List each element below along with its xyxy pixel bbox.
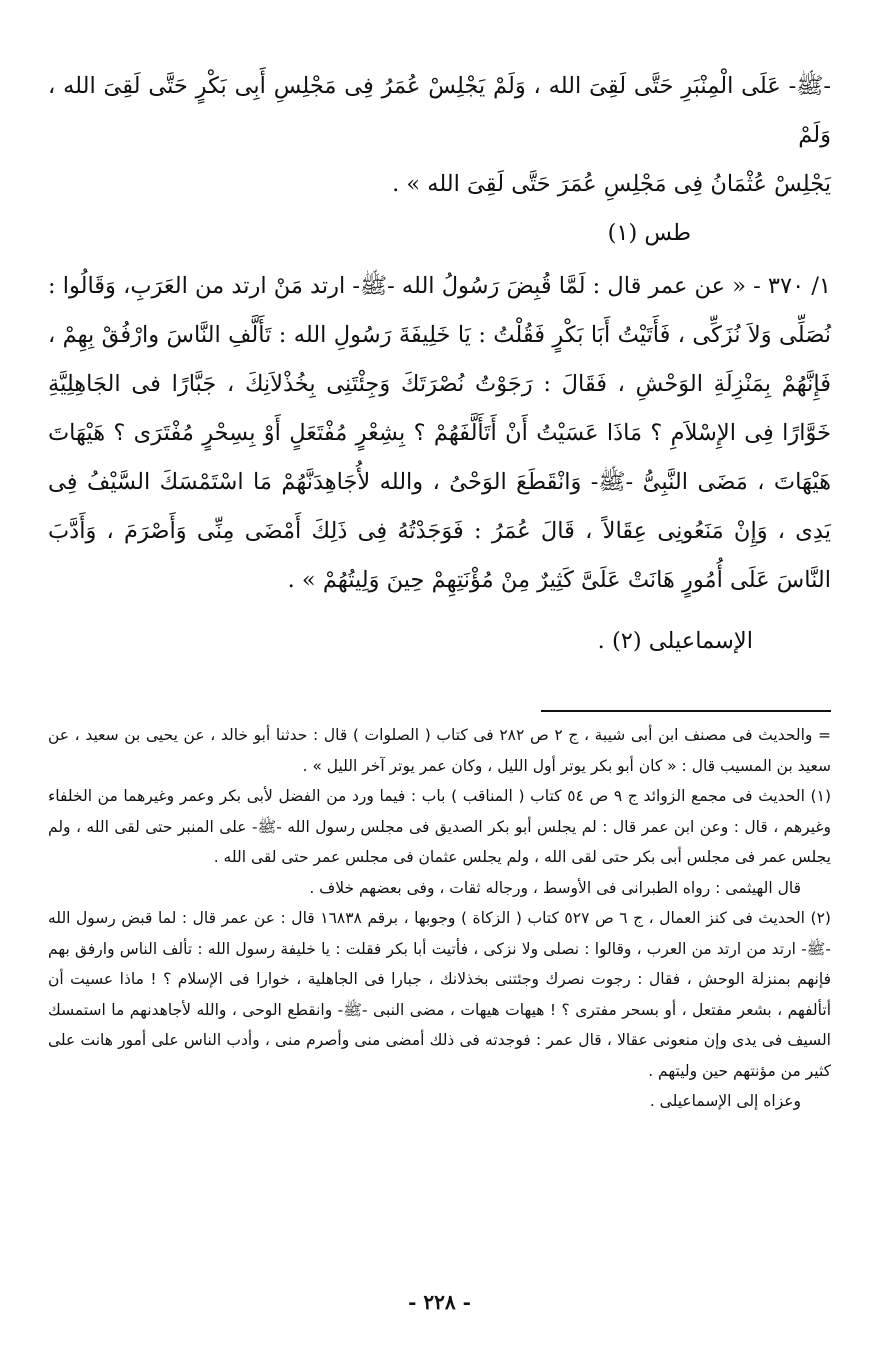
footnote-2: (٢) الحديث فى كنز العمال ، ج ٦ ص ٥٢٧ كتاب ( الزكاة ) وجوبها ، برقم ١٦٨٣٨ قال : عن عمر قال : لما قبض رسول الله -ﷺ- ارتد من ارتد من العرب ، وقالوا : نصلى ولا نزكى ، فأتيت أبا بكر فقلت : يا خليفة رسول الله : تألف الناس وارفق بهم فإنهم بمنزلة الوحش ، فقال : رجوت نصرك وجئتنى بخذلانك ، جبارا فى الجاهلية ، خوارا فى الإسلام ؟ ! ماذا عسيت أن أتألفهم ، بشعر مفتعل ، أو بسحر مفترى ؟ ! هيهات هيهات ، مضى النبى -ﷺ- وانقطع الوحى ، والله لأجاهدنهم ما استمسك السيف فى يدى وإن منعونى عقالا ، قال عمر : فوجدته فى ذلك أمضى منى وأصرم منى ، وأدب الناس على أمور هانت على كثير من مؤنتهم حين وليتهم . [48, 909, 831, 1080]
footnote-2-comment: وعزاه إلى الإسماعيلى . [649, 1092, 801, 1110]
main-text-line: يَجْلِسْ عُثْمَانُ فِى مَجْلِسِ عُمَرَ حَتَّى لَقِىَ الله » . [392, 171, 831, 197]
main-text-line: -ﷺ- عَلَى الْمِنْبَرِ حَتَّى لَقِىَ الله ، وَلَمْ يَجْلِسْ عُمَرُ فِى مَجْلِسِ أَبِى بَكْرٍ حَتَّى لَقِىَ الله ، وَلَمْ [48, 73, 831, 148]
footnote-continuation: = والحديث فى مصنف ابن أبى شيبة ، ج ٢ ص ٢٨٢ فى كتاب ( الصلوات ) قال : حدثنا أبو خالد ، عن يحيى بن سعيد ، عن سعيد بن المسيب قال : « كان أبو بكر يوتر أول الليل ، وكان عمر يوتر آخر الليل » . [48, 726, 831, 775]
footnote-1-comment: قال الهيثمى : رواه الطبرانى فى الأوسط ، ورجاله ثقات ، وفى بعضهم خلاف . [309, 878, 801, 897]
footnotes [48, 720, 831, 1117]
page-number: - ٢٢٨ - [408, 1290, 471, 1314]
footnote-1: (١) الحديث فى مجمع الزوائد ج ٩ ص ٥٤ كتاب ( المناقب ) باب : فيما ورد من الفضل لأبى بكر وعمر وغيرهما من الخلفاء وغيرهم ، قال : وعن ابن عمر قال : لم يجلس أبو بكر الصديق فى مجلس رسول الله -ﷺ- على المنبر حتى لقى الله ، ولم يجلس عمر فى مجلس أبى بكر حتى لقى الله ، ولم يجلس عثمان فى مجلس عمر حتى لقى الله . [48, 787, 831, 866]
source-citation: الإسماعيلى (٢) . [597, 628, 753, 654]
footnote-divider [541, 710, 831, 712]
hadith-paragraph: ١/ ٣٧٠ - « عن عمر قال : لَمَّا قُبِضَ رَسُولُ الله -ﷺ- ارتد مَنْ ارتد من العَرَبِ، وَقَالُوا : نُصَلِّى وَلاَ نُزَكِّى ، فَأَتَيْتُ أَبَا بَكْرٍ فَقُلْتُ : يَا خَلِيفَةَ رَسُولِ الله : تَأَلَّفِ النَّاسَ وارْفُقْ بِهِمْ ، فَإِنَّهُمْ بِمَنْزِلَةِ الوَحْشِ ، فَقَالَ : رَجَوْتُ نُصْرَتَكَ وَجِئْتَنِى بِخُذْلاَنِكَ ، جَبَّارًا فى الجَاهِلِيَّةِ خَوَّارًا فِى الإِسْلاَمِ ؟ مَاذَا عَسَيْتُ أَنْ أَتَأَلَّفَهُمْ ؟ بِشِعْرٍ مُفْتَعَلٍ أَوْ بِسِحْرٍ مُفْتَرَى ؟ هَيْهَاتَ هَيْهَاتَ ، مَضَى النَّبِىُّ -ﷺ- وَانْقَطَعَ الوَحْىُ ، والله لأُجَاهِدَنَّهُمْ مَا اسْتَمْسَكَ السَّيْفُ فِى يَدِى ، وَإِنْ مَنَعُونِى عِقَالاً ، قَالَ عُمَرُ : فَوَجَدْتُهُ فِى ذَلِكَ أَمْضَى مِنِّى وَأَصْرَمَ ، وَأَدَّبَ النَّاسَ عَلَى أُمُورٍ هَانَتْ عَلَىَّ كَثِيرٌ مِنْ مُؤْنَتِهِمْ حِينَ وَلِيتُهُمْ » . [47, 273, 831, 593]
main-text [48, 62, 831, 666]
source-citation: طس (١) [607, 220, 691, 246]
